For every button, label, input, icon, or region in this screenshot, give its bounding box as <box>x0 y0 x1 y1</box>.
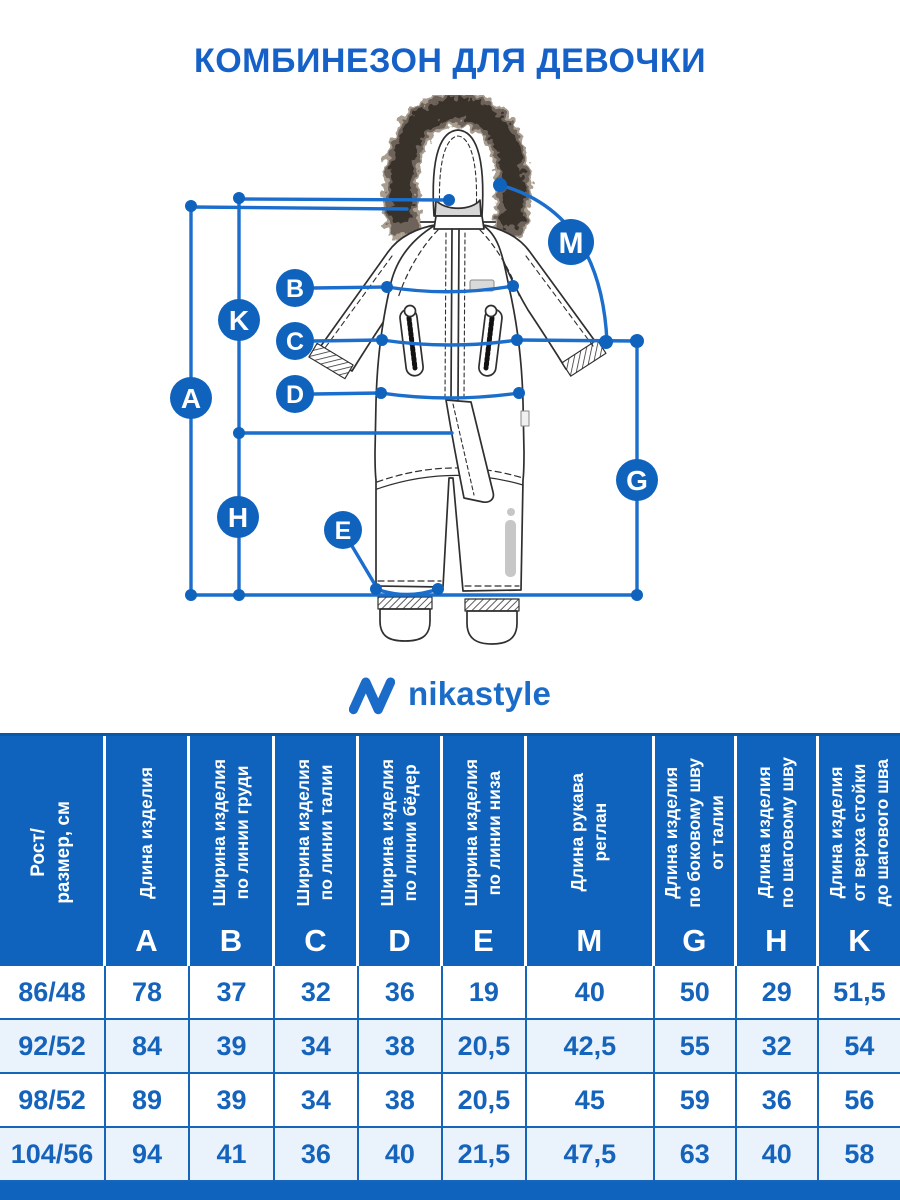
header-column-G <box>655 736 737 966</box>
page-title: КОМБИНЕЗОН ДЛЯ ДЕВОЧКИ <box>193 42 707 80</box>
svg-text:M: M <box>558 227 584 260</box>
column-letter: E <box>473 923 494 958</box>
value-cell: 40 <box>737 1128 819 1180</box>
svg-text:A: A <box>180 383 202 414</box>
column-label-line: Ширина изделия <box>377 758 398 907</box>
value-cell: 40 <box>359 1128 443 1180</box>
measure-label-M <box>548 219 594 265</box>
column-letter: C <box>304 923 327 958</box>
column-label <box>460 759 506 906</box>
header-column-E <box>443 736 527 966</box>
value-cell: 55 <box>655 1020 737 1072</box>
measure-label-H <box>217 496 259 538</box>
column-label-line: Длина изделия <box>754 766 775 899</box>
left-boot <box>378 597 432 641</box>
column-label <box>825 759 894 906</box>
value-cell: 21,5 <box>443 1128 527 1180</box>
brand-logo-text: nikastyle <box>407 675 552 712</box>
column-label-line: по линии груди <box>231 765 252 900</box>
column-label-line: по линии низа <box>484 770 505 895</box>
value-cell: 38 <box>359 1020 443 1072</box>
value-cell: 20,5 <box>443 1020 527 1072</box>
column-label-wrap <box>135 746 158 919</box>
column-label-line: Длина рукава <box>567 773 588 892</box>
column-label-line: Ширина изделия <box>461 758 482 907</box>
svg-text:D: D <box>285 381 305 409</box>
value-cell: 32 <box>275 966 359 1018</box>
measure-label-A <box>170 377 212 419</box>
svg-text:E: E <box>334 517 352 545</box>
value-cell: 36 <box>737 1074 819 1126</box>
svg-text:K: K <box>228 305 250 336</box>
measure-label-E <box>324 511 362 549</box>
value-cell: 38 <box>359 1074 443 1126</box>
column-label-wrap <box>825 746 894 919</box>
header-size-column <box>0 736 106 966</box>
column-letter: M <box>576 923 603 958</box>
column-label-line: Ширина изделия <box>208 758 229 907</box>
column-label-wrap <box>292 746 338 919</box>
right-boot <box>465 599 519 644</box>
header-column-H <box>737 736 819 966</box>
column-label-line: Рост/ <box>28 828 50 877</box>
column-label <box>660 758 729 908</box>
column-label-line: до шагового шва <box>871 758 892 907</box>
column-label <box>208 759 254 906</box>
table-row <box>0 1128 900 1182</box>
size-cell: 98/52 <box>0 1074 106 1126</box>
table-row <box>0 1074 900 1128</box>
value-cell: 42,5 <box>527 1020 655 1072</box>
value-cell: 20,5 <box>443 1074 527 1126</box>
value-cell: 94 <box>106 1128 190 1180</box>
column-label <box>292 759 338 906</box>
value-cell: 34 <box>275 1074 359 1126</box>
column-label-wrap <box>208 746 254 919</box>
column-label-line: реглан <box>590 803 611 862</box>
header-column-A <box>106 736 190 966</box>
column-label-wrap <box>660 746 729 919</box>
value-cell: 56 <box>844 1084 875 1115</box>
footer-bar <box>0 1182 900 1200</box>
column-label-line: Длина изделия <box>135 766 156 899</box>
value-cell: 39 <box>190 1074 275 1126</box>
measure-label-K <box>218 299 260 341</box>
column-label-line: размер, см <box>53 801 75 904</box>
svg-text:B: B <box>285 275 305 303</box>
brand-logo <box>0 655 900 733</box>
header-column-M <box>527 736 655 966</box>
value-cell: 40 <box>527 966 655 1018</box>
column-label-line: Длина изделия <box>825 766 846 899</box>
column-label-line: Ширина изделия <box>293 758 314 907</box>
svg-text:C: C <box>285 328 305 356</box>
value-cell: 63 <box>655 1128 737 1180</box>
measure-label-B <box>276 269 314 307</box>
garment-drawing <box>309 98 606 644</box>
value-cell: 51,5 <box>833 976 886 1007</box>
column-letter: G <box>682 923 707 958</box>
table-row <box>0 1020 900 1074</box>
size-diagram <box>0 95 900 655</box>
value-cell: 39 <box>190 1020 275 1072</box>
column-letter: B <box>219 923 243 958</box>
column-label-line: по боковому шву <box>683 757 704 908</box>
size-cell: 104/56 <box>0 1128 106 1180</box>
column-label <box>376 759 422 906</box>
value-cell: 54 <box>844 1030 875 1061</box>
value-cell: 32 <box>737 1020 819 1072</box>
column-label-wrap <box>753 746 799 919</box>
measure-label-C <box>276 322 314 360</box>
column-letter: A <box>135 923 158 958</box>
column-label-wrap <box>376 746 422 919</box>
side-tag <box>521 411 529 426</box>
column-label-line: от талии <box>706 795 727 870</box>
collar <box>434 216 484 229</box>
column-label-wrap <box>26 746 76 959</box>
value-cell: 59 <box>655 1074 737 1126</box>
table-row <box>0 966 900 1020</box>
column-letter: K <box>848 923 871 958</box>
column-label <box>753 757 799 908</box>
value-cell: 37 <box>190 966 275 1018</box>
svg-text:H: H <box>227 502 249 533</box>
table-body <box>0 966 900 1182</box>
size-table <box>0 733 900 1200</box>
header-column-B <box>190 736 275 966</box>
value-cell: 36 <box>275 1128 359 1180</box>
column-label <box>566 773 612 891</box>
header-column-C <box>275 736 359 966</box>
column-label <box>26 801 76 904</box>
value-cell: 45 <box>527 1074 655 1126</box>
value-cell: 58 <box>844 1138 875 1169</box>
value-cell: 50 <box>655 966 737 1018</box>
measure-label-G <box>616 459 658 501</box>
column-label-wrap <box>460 746 506 919</box>
value-cell: 36 <box>359 966 443 1018</box>
size-cell: 86/48 <box>0 966 106 1018</box>
column-label-line: по шаговому шву <box>777 756 798 909</box>
column-label-line: от верха стойки <box>848 763 869 902</box>
size-cell: 92/52 <box>0 1020 106 1072</box>
value-cell: 47,5 <box>527 1128 655 1180</box>
column-label-line: Длина изделия <box>660 766 681 899</box>
value-cell: 29 <box>737 966 819 1018</box>
value-cell: 84 <box>106 1020 190 1072</box>
column-letter: H <box>765 923 788 958</box>
column-label-line: по линии талии <box>316 764 337 901</box>
column-label-line: по линии бёдер <box>400 763 421 902</box>
svg-text:G: G <box>626 465 648 496</box>
column-letter: D <box>388 923 411 958</box>
value-cell: 19 <box>443 966 527 1018</box>
value-cell: 34 <box>275 1020 359 1072</box>
brand-logo-icon <box>349 674 395 715</box>
column-label-wrap <box>566 746 612 919</box>
value-cell: 78 <box>106 966 190 1018</box>
table-header-row <box>0 733 900 966</box>
diagram-wrap <box>0 95 900 655</box>
measure-label-D <box>276 375 314 413</box>
value-cell: 89 <box>106 1074 190 1126</box>
title-bar <box>0 0 900 95</box>
value-cell: 41 <box>190 1128 275 1180</box>
column-label <box>135 767 158 899</box>
header-column-D <box>359 736 443 966</box>
header-column-K <box>819 736 900 966</box>
